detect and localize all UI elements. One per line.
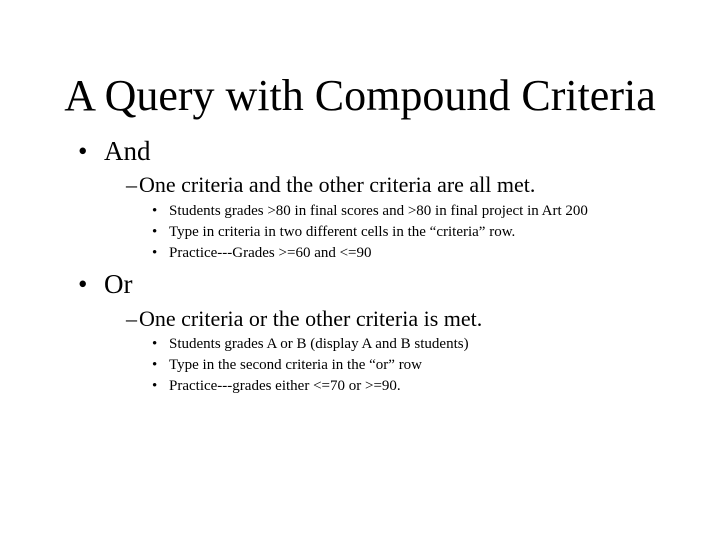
- point-text: Students grades A or B (display A and B students): [169, 336, 469, 352]
- small-bullet-marker: •: [152, 336, 158, 352]
- point-text: Type in criteria in two different cells in the “criteria” row.: [169, 224, 516, 240]
- sub-bullet-text: One criteria and the other criteria are all met.: [139, 172, 536, 197]
- bullet-marker: •: [78, 136, 88, 166]
- bullet-label: And: [104, 136, 151, 166]
- bullet-label: Or: [104, 269, 133, 299]
- small-bullet-marker: •: [152, 378, 158, 394]
- point-text: Type in the second criteria in the “or” row: [169, 357, 423, 373]
- point-text: Students grades >80 in final scores and >80 in final project in Art 200: [169, 203, 588, 219]
- slide-title: A Query with Compound Criteria: [64, 71, 656, 120]
- sub-bullet-text: One criteria or the other criteria is met.: [139, 306, 483, 331]
- bullet-marker: •: [78, 269, 88, 299]
- dash-marker: –: [126, 172, 137, 197]
- point-text: Practice---grades either <=70 or >=90.: [169, 378, 401, 394]
- small-bullet-marker: •: [152, 203, 158, 219]
- point-text: Practice---Grades >=60 and <=90: [169, 245, 372, 261]
- small-bullet-marker: •: [152, 357, 158, 373]
- small-bullet-marker: •: [152, 245, 158, 261]
- small-bullet-marker: •: [152, 224, 158, 240]
- dash-marker: –: [126, 306, 137, 331]
